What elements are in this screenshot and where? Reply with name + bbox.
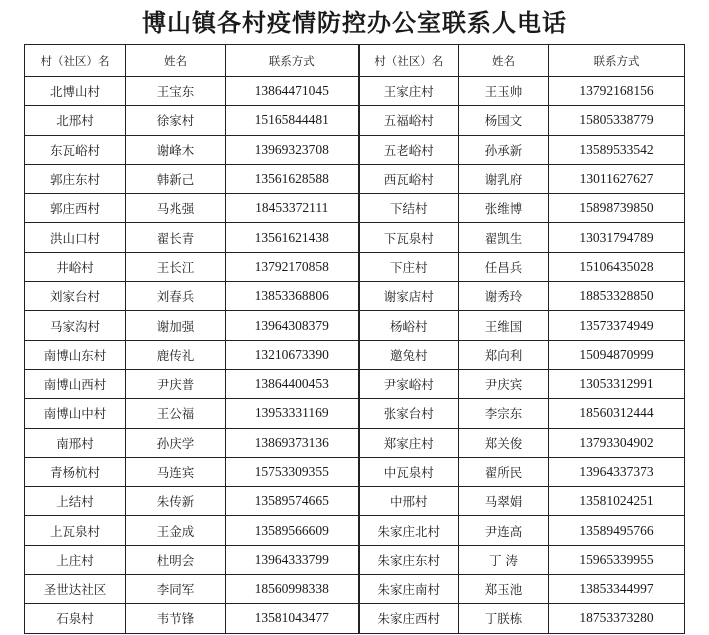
phone-cell: 13589533542	[549, 135, 685, 164]
header-contact: 联系方式	[226, 45, 359, 77]
phone-cell: 15106435028	[549, 252, 685, 281]
name-cell: 任昌兵	[459, 252, 549, 281]
phone-cell: 13964308379	[226, 311, 359, 340]
phone-cell: 18453372111	[226, 194, 359, 223]
village-cell: 北博山村	[25, 77, 126, 106]
phone-cell: 13011627627	[549, 164, 685, 193]
contact-table	[24, 44, 685, 634]
phone-cell: 13964333799	[226, 545, 359, 574]
table-row	[25, 340, 685, 369]
phone-cell: 15965339955	[549, 545, 685, 574]
phone-cell: 13793304902	[549, 428, 685, 457]
village-cell: 邀兔村	[359, 340, 459, 369]
table-row	[25, 369, 685, 398]
village-cell: 上瓦泉村	[25, 516, 126, 545]
name-cell: 韩新己	[126, 164, 226, 193]
table-row	[25, 77, 685, 106]
village-cell: 谢家店村	[359, 282, 459, 311]
table-row	[25, 457, 685, 486]
name-cell: 丁 涛	[459, 545, 549, 574]
village-cell: 东瓦峪村	[25, 135, 126, 164]
phone-cell: 18753373280	[549, 604, 685, 633]
phone-cell: 15094870999	[549, 340, 685, 369]
phone-cell: 13969323708	[226, 135, 359, 164]
name-cell: 张维博	[459, 194, 549, 223]
header-contact: 联系方式	[549, 45, 685, 77]
phone-cell: 15753309355	[226, 457, 359, 486]
village-cell: 朱家庄东村	[359, 545, 459, 574]
name-cell: 王维国	[459, 311, 549, 340]
page-title: 博山镇各村疫情防控办公室联系人电话	[142, 9, 567, 37]
phone-cell: 13864471045	[226, 77, 359, 106]
village-cell: 五福峪村	[359, 106, 459, 135]
name-cell: 王长江	[126, 252, 226, 281]
phone-cell: 18560998338	[226, 575, 359, 604]
table-row	[25, 604, 685, 633]
village-cell: 刘家台村	[25, 282, 126, 311]
header-village: 村（社区）名	[25, 45, 126, 77]
phone-cell: 13792168156	[549, 77, 685, 106]
phone-cell: 13053312991	[549, 369, 685, 398]
village-cell: 下瓦泉村	[359, 223, 459, 252]
name-cell: 杨国文	[459, 106, 549, 135]
name-cell: 李同军	[126, 575, 226, 604]
name-cell: 翟凯生	[459, 223, 549, 252]
phone-cell: 15805338779	[549, 106, 685, 135]
phone-cell: 13864400453	[226, 369, 359, 398]
phone-cell: 13561628588	[226, 164, 359, 193]
village-cell: 上庄村	[25, 545, 126, 574]
village-cell: 南博山中村	[25, 399, 126, 428]
village-cell: 五老峪村	[359, 135, 459, 164]
village-cell: 杨峪村	[359, 311, 459, 340]
village-cell: 中瓦泉村	[359, 457, 459, 486]
table-row	[25, 311, 685, 340]
table-row	[25, 223, 685, 252]
name-cell: 韦节锋	[126, 604, 226, 633]
village-cell: 下结村	[359, 194, 459, 223]
table-row	[25, 399, 685, 428]
phone-cell: 13561621438	[226, 223, 359, 252]
phone-cell: 13953331169	[226, 399, 359, 428]
table-row	[25, 575, 685, 604]
name-cell: 王公福	[126, 399, 226, 428]
name-cell: 尹庆宾	[459, 369, 549, 398]
table-row	[25, 106, 685, 135]
village-cell: 南博山东村	[25, 340, 126, 369]
phone-cell: 13589495766	[549, 516, 685, 545]
phone-cell: 13031794789	[549, 223, 685, 252]
village-cell: 上结村	[25, 487, 126, 516]
phone-cell: 15898739850	[549, 194, 685, 223]
village-cell: 圣世达社区	[25, 575, 126, 604]
village-cell: 中邢村	[359, 487, 459, 516]
phone-cell: 18853328850	[549, 282, 685, 311]
name-cell: 刘春兵	[126, 282, 226, 311]
village-cell: 北邢村	[25, 106, 126, 135]
village-cell: 郭庄东村	[25, 164, 126, 193]
name-cell: 李宗东	[459, 399, 549, 428]
village-cell: 郑家庄村	[359, 428, 459, 457]
name-cell: 翟长青	[126, 223, 226, 252]
name-cell: 丁朕栋	[459, 604, 549, 633]
name-cell: 尹庆普	[126, 369, 226, 398]
village-cell: 郭庄西村	[25, 194, 126, 223]
phone-cell: 13581043477	[226, 604, 359, 633]
village-cell: 朱家庄南村	[359, 575, 459, 604]
name-cell: 谢秀玲	[459, 282, 549, 311]
phone-cell: 13573374949	[549, 311, 685, 340]
table-row	[25, 252, 685, 281]
name-cell: 孙承新	[459, 135, 549, 164]
village-cell: 朱家庄北村	[359, 516, 459, 545]
name-cell: 谢加强	[126, 311, 226, 340]
name-cell: 谢乳府	[459, 164, 549, 193]
table-row	[25, 194, 685, 223]
name-cell: 王金成	[126, 516, 226, 545]
name-cell: 马翠娟	[459, 487, 549, 516]
name-cell: 孙庆学	[126, 428, 226, 457]
phone-cell: 13964337373	[549, 457, 685, 486]
village-cell: 石泉村	[25, 604, 126, 633]
table-row	[25, 164, 685, 193]
village-cell: 井峪村	[25, 252, 126, 281]
name-cell: 马兆强	[126, 194, 226, 223]
table-row	[25, 282, 685, 311]
name-cell: 王玉帅	[459, 77, 549, 106]
village-cell: 南博山西村	[25, 369, 126, 398]
phone-cell: 15165844481	[226, 106, 359, 135]
village-cell: 尹家峪村	[359, 369, 459, 398]
village-cell: 下庄村	[359, 252, 459, 281]
phone-cell: 13581024251	[549, 487, 685, 516]
table-row	[25, 487, 685, 516]
name-cell: 郑关俊	[459, 428, 549, 457]
table-header-row	[25, 45, 685, 77]
name-cell: 杜明会	[126, 545, 226, 574]
name-cell: 马连宾	[126, 457, 226, 486]
village-cell: 张家台村	[359, 399, 459, 428]
phone-cell: 18560312444	[549, 399, 685, 428]
phone-cell: 13869373136	[226, 428, 359, 457]
header-name: 姓名	[126, 45, 226, 77]
village-cell: 西瓦峪村	[359, 164, 459, 193]
village-cell: 马家沟村	[25, 311, 126, 340]
name-cell: 徐家村	[126, 106, 226, 135]
phone-cell: 13210673390	[226, 340, 359, 369]
table-row	[25, 428, 685, 457]
phone-cell: 13589566609	[226, 516, 359, 545]
village-cell: 青杨杭村	[25, 457, 126, 486]
name-cell: 朱传新	[126, 487, 226, 516]
name-cell: 郑向利	[459, 340, 549, 369]
name-cell: 郑玉池	[459, 575, 549, 604]
phone-cell: 13853368806	[226, 282, 359, 311]
name-cell: 翟所民	[459, 457, 549, 486]
name-cell: 鹿传礼	[126, 340, 226, 369]
phone-cell: 13792170858	[226, 252, 359, 281]
header-village: 村（社区）名	[359, 45, 459, 77]
phone-cell: 13589574665	[226, 487, 359, 516]
table-row	[25, 516, 685, 545]
name-cell: 王宝东	[126, 77, 226, 106]
name-cell: 谢峰木	[126, 135, 226, 164]
phone-cell: 13853344997	[549, 575, 685, 604]
table-row	[25, 135, 685, 164]
village-cell: 洪山口村	[25, 223, 126, 252]
header-name: 姓名	[459, 45, 549, 77]
table-body	[25, 77, 685, 634]
table-row	[25, 545, 685, 574]
village-cell: 南邢村	[25, 428, 126, 457]
village-cell: 朱家庄西村	[359, 604, 459, 633]
village-cell: 王家庄村	[359, 77, 459, 106]
name-cell: 尹连高	[459, 516, 549, 545]
